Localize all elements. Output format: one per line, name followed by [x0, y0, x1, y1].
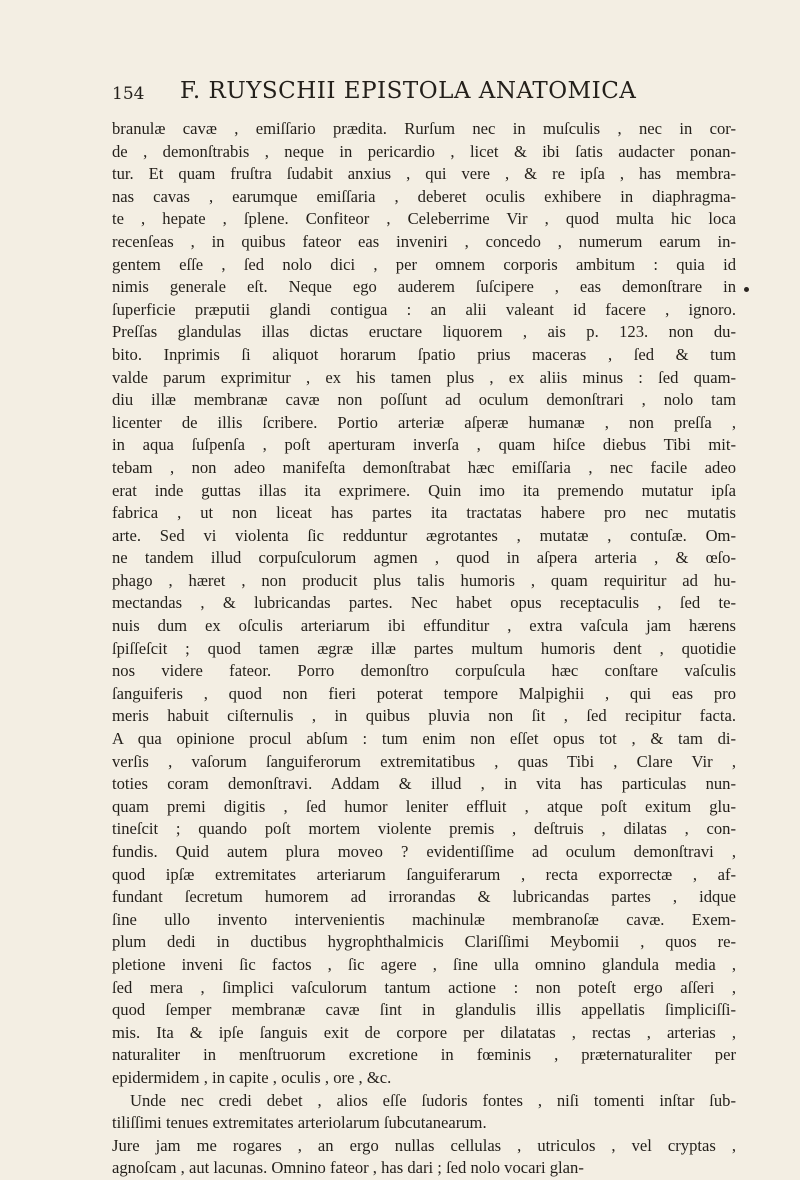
- text-line: te , hepate , ſplene. Confiteor , Celeberrime Vir , quod multa hic loca: [112, 209, 736, 229]
- text-line: plum dedi in ductibus hygrophthalmicis Clariſſimi Meybomii , quos re-: [112, 932, 736, 952]
- text-line: nimis generale eſt. Neque ego auderem ſuſcipere , eas demonſtrare in: [112, 277, 736, 297]
- text-line: agnoſcam , aut lacunas. Omnino fateor , has dari ; ſed nolo vocari glan-: [112, 1158, 584, 1178]
- text-line: ſanguiferis , quod non fieri poterat tempore Malpighii , qui eas pro: [112, 683, 736, 703]
- text-line: valde parum exprimitur , ex his tamen plus , ex aliis minus : ſed quam-: [112, 367, 736, 387]
- text-line: arte. Sed vi violenta ſic redduntur ægrotantes , mutatæ , contuſæ. Om-: [112, 525, 736, 545]
- text-line: erat inde guttas illas ita exprimere. Quin imo ita premendo mutatur ipſa: [112, 480, 736, 500]
- text-line: toties coram demonſtravi. Addam & illud , in vita has particulas nun-: [112, 774, 736, 794]
- text-line: in aqua ſuſpenſa , poſt aperturam inverſa , quam hiſce diebus Tibi mit-: [112, 435, 736, 455]
- text-line: mectandas , & lubricandas partes. Nec habet opus receptaculis , ſed te-: [112, 593, 736, 613]
- text-line: fundant ſecretum humorem ad irrorandas & lubricandas partes , idque: [112, 887, 736, 907]
- text-line: Unde nec credi debet , alios eſſe ſudoris fontes , niſi tomenti inſtar ſub-: [130, 1090, 736, 1110]
- text-line: tiliſſimi tenues extremitates arteriolarum ſubcutanearum.: [112, 1113, 487, 1133]
- text-line: branulæ cavæ , emiſſario prædita. Rurſum nec in muſculis , nec in cor-: [112, 119, 736, 138]
- text-line: phago , hæret , non producit plus talis humoris , quam requiritur ad hu-: [112, 570, 736, 590]
- text-line: ſine ullo invento intervenientis machinulæ membranoſæ cavæ. Exem-: [112, 909, 736, 929]
- text-line: fundis. Quid autem plura moveo ? evidentiſſime ad oculum demonſtravi ,: [112, 842, 736, 861]
- ink-dot: [744, 287, 749, 292]
- page-header: [112, 78, 732, 108]
- text-line: ſed mera , ſimplici vaſculorum tantum actione : non poteſt ergo aſſeri ,: [112, 977, 736, 997]
- running-title: F. RUYSCHII EPISTOLA ANATOMICA: [180, 78, 637, 104]
- text-line: recenſeas , in quibus fateor eas inveniri , concedo , numerum earum in-: [112, 231, 736, 251]
- text-line: nuis dum ex oſculis arteriarum ibi effunditur , extra vaſcula jam hærens: [112, 616, 736, 636]
- text-line: Jure jam me rogares , an ergo nullas cellulas , utriculos , vel cryptas ,: [112, 1135, 736, 1155]
- text-line: mis. Ita & ipſe ſanguis exit de corpore per dilatatas , rectas , arterias ,: [112, 1022, 736, 1042]
- text-line: pletione inveni ſic factos , ſic agere , ſine ulla omnino glandula media ,: [112, 954, 736, 974]
- text-line: A qua opinione procul abſum : tum enim non eſſet opus tot , & tam di-: [112, 729, 736, 749]
- text-line: bito. Inprimis ſi aliquot horarum ſpatio prius maceras , ſed & tum: [112, 344, 736, 364]
- text-line: licenter de illis ſcribere. Portio arteriæ aſperæ humanæ , non preſſa ,: [112, 412, 736, 432]
- text-line: tur. Et quam fruſtra ſudabit anxius , qui vere , & re ipſa , has membra-: [112, 164, 736, 184]
- text-line: quod ipſæ extremitates arteriarum ſanguiferarum , recta exporrectæ , af-: [112, 864, 736, 884]
- text-line: quod ſemper membranæ cavæ ſint in glandulis illis appellatis ſimpliciſſi-: [112, 1000, 736, 1020]
- page-number: 154: [112, 84, 145, 104]
- text-line: de , demonſtrabis , neque in pericardio , licet & ibi ſatis audacter ponan-: [112, 141, 736, 161]
- text-line: ne tandem illud corpuſculorum agmen , quod in aſpera arteria , & œſo-: [112, 548, 736, 568]
- text-line: tineſcit ; quando poſt mortem violente premis , deſtruis , dilatas , con-: [112, 819, 736, 839]
- text-line: epidermidem , in capite , oculis , ore , &c.: [112, 1067, 392, 1087]
- text-line: verſis , vaſorum ſanguiferorum extremitatibus , quas Tibi , Clare Vir ,: [112, 751, 736, 771]
- text-line: Preſſas glandulas illas dictas eructare liquorem , ais p. 123. non du-: [112, 322, 736, 342]
- text-line: gentem eſſe , ſed nolo dici , per omnem corporis ambitum : quia id: [112, 254, 736, 274]
- body-text: [112, 118, 736, 1180]
- text-line: quam premi digitis , ſed humor leniter effluit , atque poſt exitum glu-: [112, 796, 736, 816]
- text-line: tebam , non adeo manifeſta demonſtrabat hæc emiſſaria , nec facile adeo: [112, 457, 736, 477]
- text-line: naturaliter in menſtruorum excretione in fœminis , præternaturaliter per: [112, 1045, 736, 1065]
- text-line: fabrica , ut non liceat has partes ita tractatas habere pro nec mutatis: [112, 503, 736, 523]
- text-line: diu illæ membranæ cavæ non poſſunt ad oculum demonſtrari , nolo tam: [112, 390, 736, 410]
- text-line: nos videre fateor. Porro demonſtro corpuſcula hæc conſtare vaſculis: [112, 661, 736, 681]
- text-line: nas cavas , earumque emiſſaria , deberet oculis exhibere in diaphragma-: [112, 186, 736, 206]
- text-line: meris habuit ciſternulis , in quibus pluvia non ſit , ſed recipitur facta.: [112, 706, 736, 726]
- text-line: ſuperficie præputii glandi contigua : an alii valeant id facere , ignoro.: [112, 299, 736, 319]
- text-line: ſpiſſeſcit ; quod tamen ægræ illæ partes multum humoris dent , quotidie: [112, 638, 736, 658]
